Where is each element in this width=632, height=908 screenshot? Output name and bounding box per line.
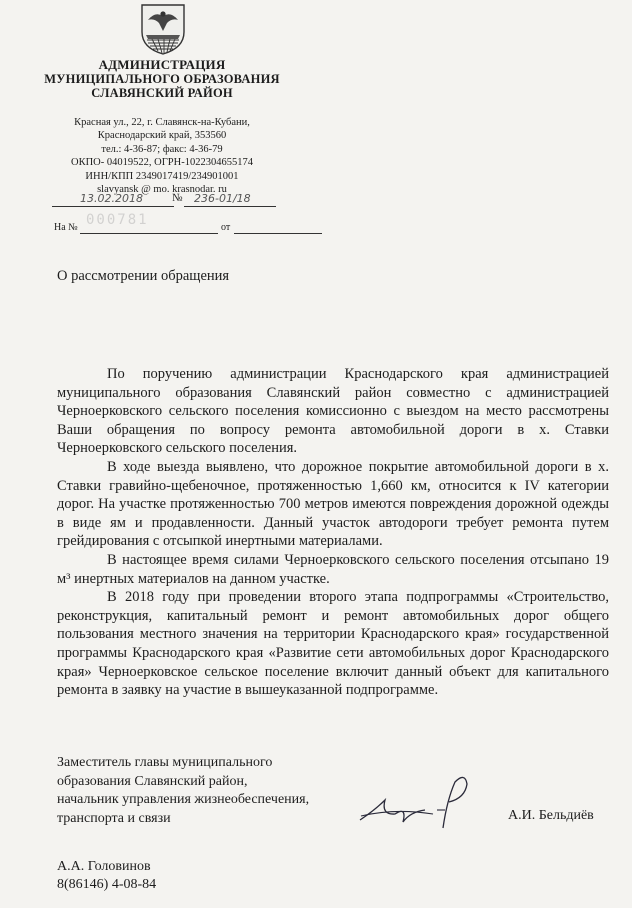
letter-body [57, 365, 609, 700]
reference-date-label: от [221, 222, 231, 233]
number-underline [184, 206, 276, 207]
org-line-1: АДМИНИСТРАЦИЯ [98, 57, 226, 72]
body-paragraph: В настоящее время силами Черноерковского сельского поселения отсыпано 19 м³ инертных материалов на данном участке. [57, 551, 609, 587]
reference-number-label: На № [54, 222, 78, 233]
date-underline [52, 206, 174, 207]
address-line: тел.: 4-36-87; факс: 4-36-79 [101, 143, 223, 155]
body-paragraph: В 2018 году при проведении второго этапа подпрограммы «Строительство, реконструкция, капитальный ремонт и ремонт автомобильных дорог общего пользования местного значения на территории Краснодарского края» государственной программы Краснодарского края «Развитие сети автомобильных дорог Краснодарского края» Черноерковское сельское поселение включит данный объект для капитального ремонта в заявку на участие в вышеуказанной подпрограмме. [57, 589, 609, 699]
org-line-3: СЛАВЯНСКИЙ РАЙОН [91, 86, 233, 100]
address-line: Краснодарский край, 353560 [97, 130, 227, 142]
signatory-name: А.И. Бельдиёв [508, 808, 594, 823]
address-line: ИНН/КПП 2349017419/234901001 [85, 170, 239, 182]
organization-name [40, 58, 284, 100]
address-line: ОКПО- 04019522, ОГРН-1022304655174 [71, 157, 253, 169]
address-line: Красная ул., 22, г. Славянск-на-Кубани, [74, 117, 250, 128]
address-line: slavyansk @ mo. krasnodar. ru [97, 184, 227, 196]
body-paragraph: По поручению администрации Краснодарского края администрацией муниципального образования Славянский район совместно с администрацией Черноерковского сельского поселения комиссионно с выездом на место рассмотрены Ваши обращения по вопросу ремонта автомобильной дороги в х. Ставки Черноерковского сельского поселения. [57, 366, 609, 457]
registration-date: 13.02.2018 [80, 192, 143, 205]
signatory-title-line: Заместитель главы муниципального [57, 755, 273, 770]
registration-number-label: № [172, 192, 183, 204]
signatory-title-line: начальник управления жизнеобеспечения, [57, 792, 310, 807]
executor-phone: 8(86146) 4-08-84 [57, 877, 157, 892]
coat-of-arms-emblem [138, 2, 188, 56]
org-line-2: МУНИЦИПАЛЬНОГО ОБРАЗОВАНИЯ [44, 72, 280, 86]
signatory-title [57, 754, 309, 828]
handwritten-signature [355, 770, 475, 830]
executor-name: А.А. Головинов [57, 859, 151, 874]
reference-date-underline [234, 233, 322, 234]
body-paragraph: В ходе выезда выявлено, что дорожное покрытие автомобильной дороги в х. Ставки гравийно-щебеночное, протяженностью 1,660 км, относится к IV категории дорог. На участке протяженностью 700 метров имеются повреждения дорожной одежды в виде ям и продавленности. Данный участок автодороги требует ремонта путем грейдирования с отсыпкой инертными материалами. [57, 458, 609, 550]
letter-subject: О рассмотрении обращения [57, 268, 230, 284]
executor-block [57, 858, 156, 894]
reference-line [54, 222, 270, 236]
address-block [40, 116, 284, 196]
signatory-title-line: образования Славянский район, [57, 773, 248, 789]
registration-number: 236-01/18 [194, 192, 251, 205]
stamp-number: 000781 [86, 212, 149, 228]
registration-line [52, 192, 276, 208]
reference-number-underline [80, 233, 218, 234]
signatory-title-line: транспорта и связи [57, 810, 171, 826]
